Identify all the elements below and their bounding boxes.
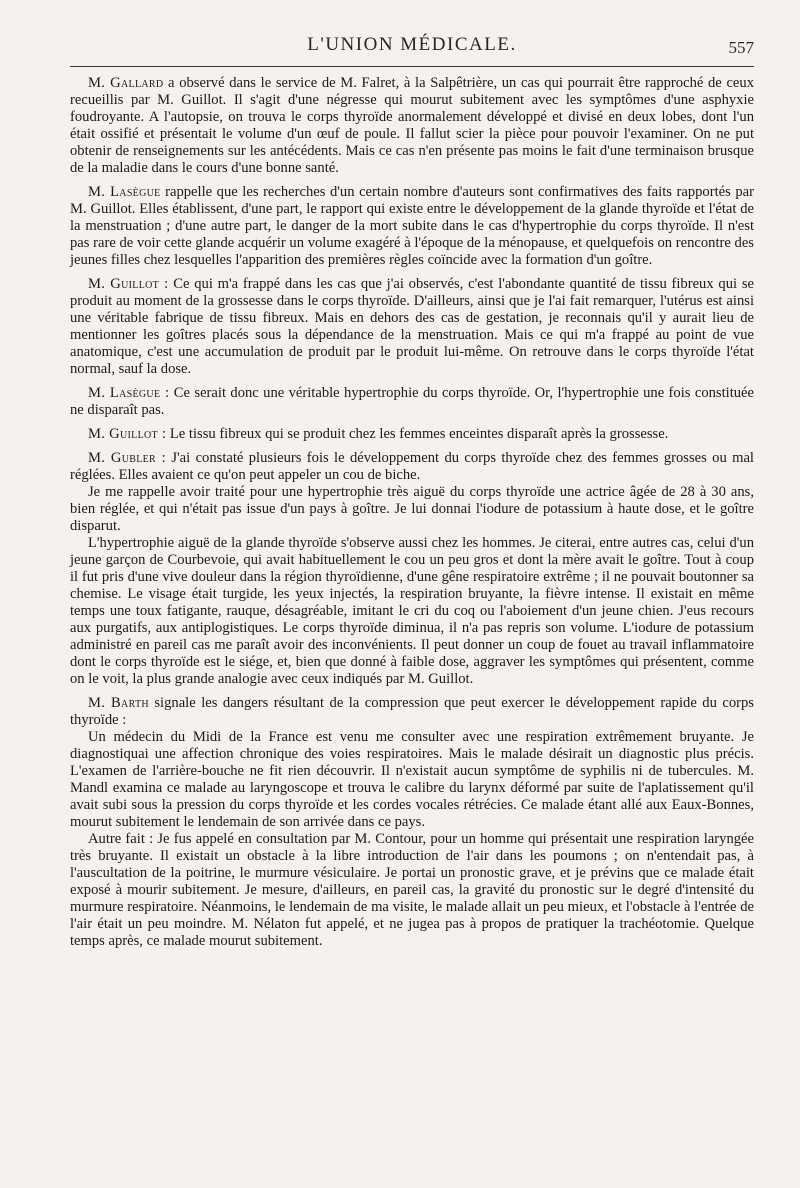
paragraph-gubler-hommes	[70, 535, 754, 688]
speaker-name: M. Lasègue :	[88, 385, 170, 401]
paragraph-text: Autre fait : Je fus appelé en consultation par M. Contour, pour un homme qui présentait une respiration laryngée très bruyante. Il existait un obstacle à la libre introduction de l'air dans les poumons ; on n'entendait pas, à l'auscultation de la poitrine, le murmure vésiculaire. Je portai un pronostic grave, et je prévins que ce malade était exposé à mourir subitement. Je mesure, d'ailleurs, en pareil cas, la gravité du pronostic sur le degré d'intensité du murmure respiratoire. Néanmoins, le lendemain de ma visite, le malade allait un peu mieux, et l'obstacle à l'entrée de l'air était un peu moindre. M. Nélaton fut appelé, et ne jugea pas à propos de pratiquer la trachéotomie. Quelque temps après, ce malade mourut subitement.	[70, 831, 754, 949]
speaker-name: M. Barth	[88, 695, 149, 711]
paragraph-barth-medecin	[70, 729, 754, 831]
paragraph-text: Ce serait donc une véritable hypertrophie du corps thyroïde. Or, l'hypertrophie une fois constituée ne disparaît pas.	[70, 385, 755, 418]
speaker-name: M. Guillot :	[88, 426, 167, 442]
paragraph-gubler-actrice	[70, 484, 754, 535]
paragraph-text: Ce qui m'a frappé dans les cas que j'ai observés, c'est l'abondante quantité de tissu fibreux qui se produit au moment de la grossesse dans le corps thyroïde. D'ailleurs, ainsi que je l'ai fait remarquer, l'utérus est ainsi une véritable fabrique de tissu fibreux. Mais en dehors des cas de gestation, je reconnais qu'il y aurait lieu de mentionner les goîtres placés sous la dépendance de la menstruation. Mais ce qui m'a frappé au point de vue anatomique, c'est une accumulation de produit par le produit lui-même. On retrouve dans le corps thyroïde l'état normal, sauf la dose.	[70, 276, 754, 377]
paragraph-lasegue	[70, 184, 754, 269]
paragraph-guillot-reply	[70, 426, 754, 443]
paragraph-text: signale les dangers résultant de la compression que peut exercer le développement rapide du corps thyroïde :	[70, 695, 754, 728]
paragraph-text: rappelle que les recherches d'un certain nombre d'auteurs sont confirmatives des faits rapportés par M. Guillot. Elles établissent, d'une part, le rapport qui existe entre le développement de la glande thyroïde et l'état de la menstruation ; d'une autre part, le danger de la mort subite dans le cas d'hypertrophie du corps thyroïde. Il n'est pas rare de voir cette glande acquérir un volume exagéré à l'époque de la ménopause, et quelquefois on rencontre des jeunes filles chez lesquelles l'apparition des premières règles coïncide avec la formation d'un goître.	[70, 184, 754, 268]
speaker-name: M. Guillot :	[88, 276, 169, 292]
paragraph-gallard	[70, 75, 754, 177]
body-text	[70, 75, 754, 950]
paragraph-guillot	[70, 276, 754, 378]
paragraph-lasegue-reply	[70, 385, 754, 419]
speaker-name: M. Gubler :	[88, 450, 167, 466]
page-header	[70, 30, 754, 67]
speaker-name: M. Lasègue	[88, 184, 161, 200]
paragraph-text: Je me rappelle avoir traité pour une hypertrophie très aiguë du corps thyroïde une actrice âgée de 28 à 30 ans, bien réglée, et qui n'était pas issue d'un pays à goître. Je lui donnai l'iodure de potassium à haute dose, et le goître disparut.	[70, 484, 754, 534]
paragraph-text: Le tissu fibreux qui se produit chez les femmes enceintes disparaît après la grossesse.	[166, 426, 669, 442]
paragraph-text: J'ai constaté plusieurs fois le développement du corps thyroïde chez des femmes grosses ou mal réglées. Elles avaient ce qu'on peut appeler un cou de biche.	[70, 450, 754, 483]
paragraph-gubler	[70, 450, 754, 484]
paragraph-text: L'hypertrophie aiguë de la glande thyroïde s'observe aussi chez les hommes. Je citerai, entre autres cas, celui d'un jeune garçon de Courbevoie, qui avait habituellement le cou un peu gros et dont la mère avait le goître. Tout à coup il fut pris d'une vive douleur dans la région thyroïdienne, d'une gêne respiratoire extrême ; il ne pouvait boutonner sa chemise. Le visage était turgide, les yeux injectés, la respiration bruyante, la fièvre intense. Il existait en même temps une toux fatigante, rauque, désagréable, imitant le cri du coq ou l'aboiement d'un jeune chien. J'eus recours aux purgatifs, aux antiplogistiques. Le corps thyroïde diminua, il n'a pas repris son volume. L'iodure de potassium administré en pareil cas me paraît avoir des inconvénients. Il peut donner un coup de fouet au travail inflammatoire dont le corps thyroïde est le siége, et, bien que donné à faible dose, aggraver les symptômes qui présentent, comme on le voit, la plus grande analogie avec ceux indiqués par M. Guillot.	[70, 535, 754, 687]
running-title: L'UNION MÉDICALE.	[307, 34, 517, 55]
paragraph-barth	[70, 695, 754, 729]
paragraph-text: Un médecin du Midi de la France est venu me consulter avec une respiration extrêmement bruyante. Je diagnostiquai une affection chronique des voies respiratoires. Mais le malade désirait un diagnostic plus précis. L'examen de l'arrière-bouche ne fit rien découvrir. Il n'existait aucun symptôme de syphilis ni de tubercules. M. Mandl examina ce malade au laryngoscope et trouva le calibre du larynx déformé par suite de l'aplatissement qu'il avait subi sous la pression du corps thyroïde et les cordes vocales rétrécies. Ce malade étant allé aux Eaux-Bonnes, mourut subitement le lendemain de son arrivée dans ce pays.	[70, 729, 754, 830]
speaker-name: M. Gallard	[88, 75, 164, 91]
paragraph-barth-autre-fait	[70, 831, 754, 950]
page-number: 557	[728, 38, 754, 57]
paragraph-text: a observé dans le service de M. Falret, à la Salpêtrière, un cas qui pourrait être rapproché de ceux recueillis par M. Guillot. Il s'agit d'une négresse qui mourut subitement avec les symptômes d'une asphyxie foudroyante. A l'autopsie, on trouva le corps thyroïde anormalement développé et divisé en deux lobes, dont l'un était ossifié et présentait le volume d'un œuf de poule. Il fallut scier la pièce pour pouvoir l'examiner. On ne put obtenir de renseignements sur les antécédents. Mais ce cas n'en présente pas moins le fait d'une terminaison brusque de la maladie dans le cours d'une bonne santé.	[70, 75, 754, 176]
